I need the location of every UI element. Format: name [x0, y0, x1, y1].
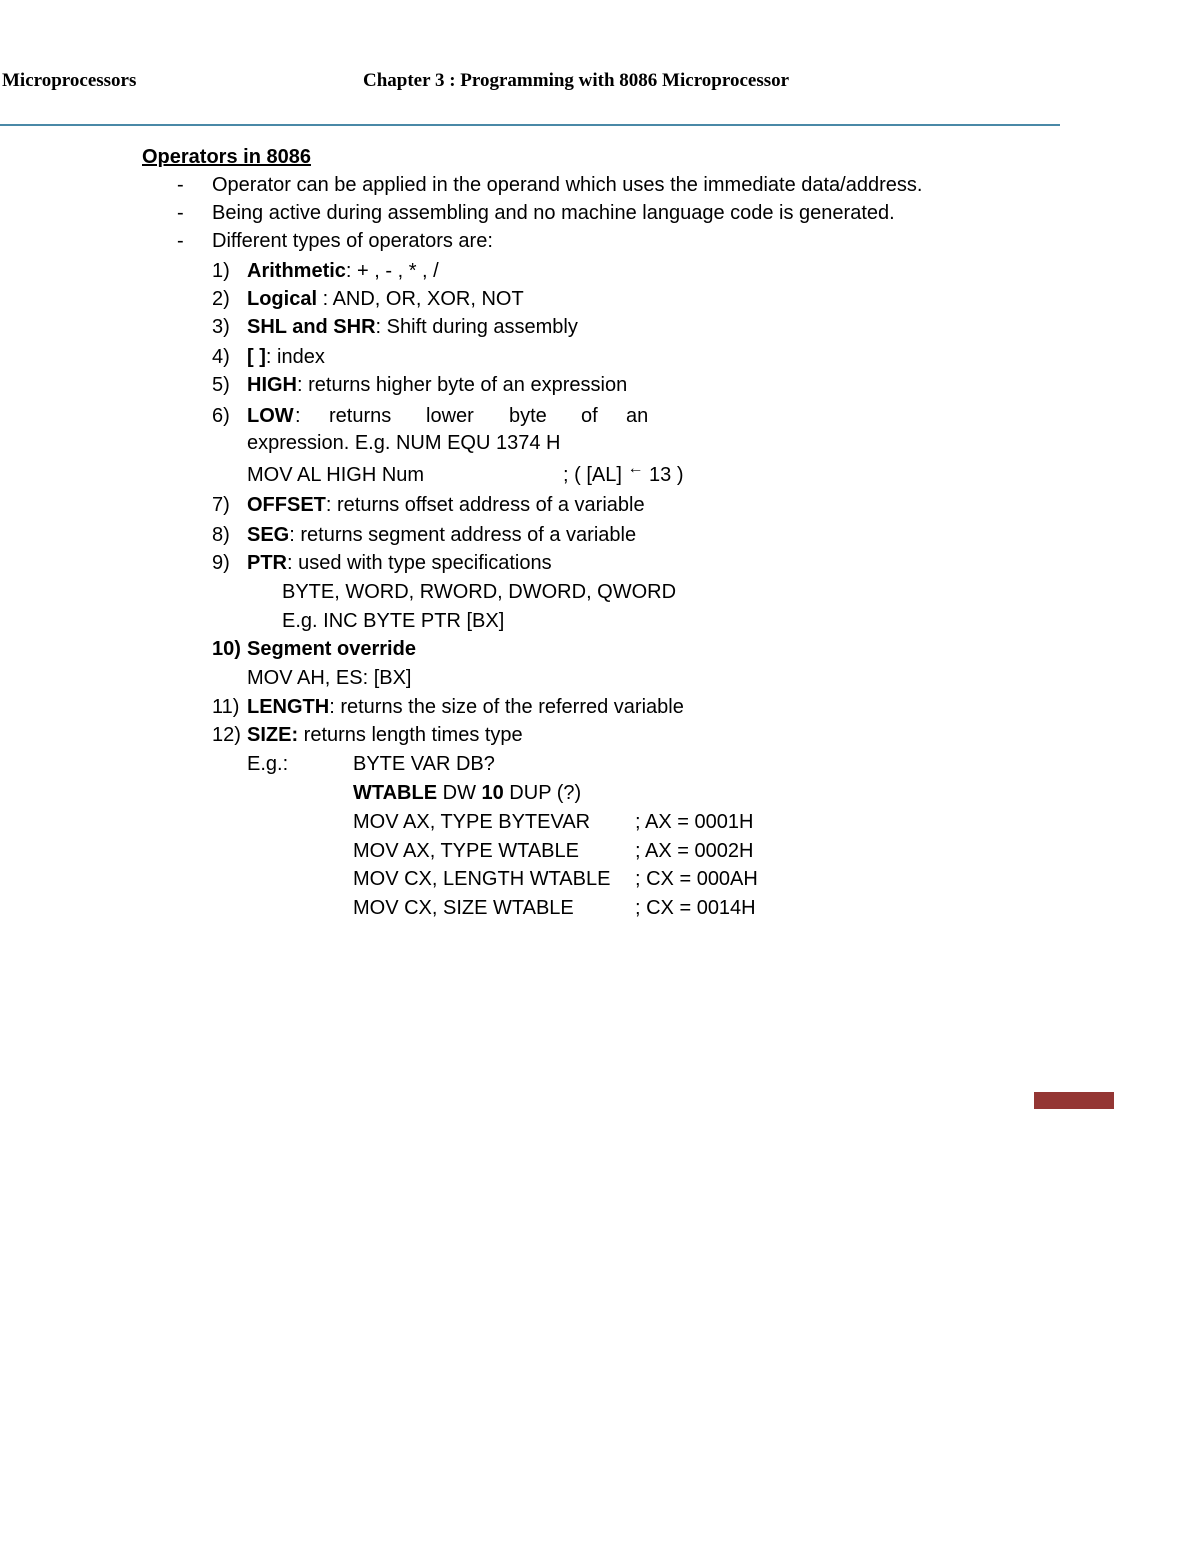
bullet-mark: - [177, 202, 184, 224]
bullet-text: Operator can be applied in the operand which uses the immediate data/address. [212, 174, 923, 196]
list-item [247, 315, 578, 339]
item-desc: : used with type specifications [287, 552, 552, 574]
code-part: DW [437, 782, 482, 804]
item-desc: returns length times type [298, 724, 523, 746]
item-desc-word: byte [509, 405, 547, 427]
item-subline: E.g. INC BYTE PTR [BX] [282, 610, 505, 632]
code-part: DUP (?) [503, 782, 582, 804]
item-term: SIZE: [247, 724, 299, 746]
item-number: 6) [212, 405, 230, 427]
item-desc: : index [265, 346, 325, 368]
footer-accent-bar [1034, 1092, 1114, 1109]
item-number: 10) [212, 638, 241, 660]
example-code: MOV AX, TYPE BYTEVAR [353, 811, 591, 833]
example-code: MOV CX, LENGTH WTABLE [353, 868, 611, 890]
item-number: 12) [212, 724, 241, 746]
item-desc: : + , - , * , / [345, 260, 439, 282]
bullet-mark: - [177, 230, 184, 252]
example-code [353, 781, 581, 805]
item-desc-word: lower [426, 405, 474, 427]
list-item [247, 523, 636, 547]
item-term: Logical [247, 288, 318, 310]
item-number: 5) [212, 374, 230, 396]
example-label: E.g.: [247, 753, 289, 775]
item-desc: : returns the size of the referred variable [329, 696, 684, 718]
item-term: LENGTH [247, 696, 330, 718]
code-bold: 10 [481, 782, 504, 804]
item-number: 8) [212, 524, 230, 546]
bullet-text: Being active during assembling and no machine language code is generated. [212, 202, 895, 224]
item-number: 9) [212, 552, 230, 574]
comment-post: 13 ) [649, 464, 684, 486]
item-desc: : returns segment address of a variable [289, 524, 637, 546]
item-term: SEG [247, 524, 290, 546]
example-code: MOV CX, SIZE WTABLE [353, 897, 574, 919]
item-term: [ ] [247, 346, 266, 368]
item-number: 4) [212, 346, 230, 368]
item-term: HIGH [247, 374, 297, 396]
example-code: MOV AX, TYPE WTABLE [353, 840, 579, 862]
bullet-mark: - [177, 174, 184, 196]
item-subline: BYTE, WORD, RWORD, DWORD, QWORD [282, 581, 677, 603]
example-comment: ; CX = 000AH [635, 868, 758, 890]
item-desc: : returns higher byte of an expression [297, 374, 628, 396]
arrow-left-icon: ← [627, 460, 644, 477]
list-item [247, 551, 552, 575]
item-term: Arithmetic [247, 260, 346, 282]
item-term: SHL and SHR [247, 316, 376, 338]
list-item [247, 493, 645, 517]
section-title: Operators in 8086 [142, 146, 311, 168]
example-comment: ; AX = 0002H [635, 840, 754, 862]
example-comment [563, 460, 684, 489]
item-number: 11) [212, 696, 240, 718]
list-item [247, 695, 684, 719]
item-number: 7) [212, 494, 230, 516]
list-item [247, 345, 325, 369]
item-desc-word: returns [329, 405, 392, 427]
item-term: PTR [247, 552, 287, 574]
item-number: 3) [212, 316, 230, 338]
item-desc-word: of [581, 405, 598, 427]
comment-pre: ; ( [AL] [563, 464, 622, 486]
header-chapter-title: Chapter 3 : Programming with 8086 Microprocessor [363, 70, 790, 91]
item-subline: MOV AH, ES: [BX] [247, 667, 412, 689]
list-item [247, 287, 524, 311]
list-item [247, 723, 523, 747]
header-divider [0, 124, 1060, 126]
list-item [247, 373, 627, 397]
item-term: LOW [247, 405, 294, 427]
item-desc-word: : [295, 405, 301, 427]
item-desc: : AND, OR, XOR, NOT [317, 288, 524, 310]
item-term: OFFSET [247, 494, 326, 516]
example-code: BYTE VAR DB? [353, 753, 495, 775]
header-left: Microprocessors [2, 70, 137, 91]
example-comment: ; CX = 0014H [635, 897, 756, 919]
list-item [247, 259, 439, 283]
example-comment: ; AX = 0001H [635, 811, 754, 833]
example-code: MOV AL HIGH Num [247, 464, 425, 486]
code-bold: WTABLE [353, 782, 438, 804]
item-term: Segment override [247, 638, 416, 660]
bullet-text: Different types of operators are: [212, 230, 493, 252]
list-item [247, 404, 294, 428]
item-desc: : returns offset address of a variable [325, 494, 645, 516]
item-desc-word: an [626, 405, 649, 427]
item-number: 2) [212, 288, 230, 310]
item-desc-continued: expression. E.g. NUM EQU 1374 H [247, 432, 561, 454]
item-number: 1) [212, 260, 230, 282]
item-desc: : Shift during assembly [375, 316, 578, 338]
